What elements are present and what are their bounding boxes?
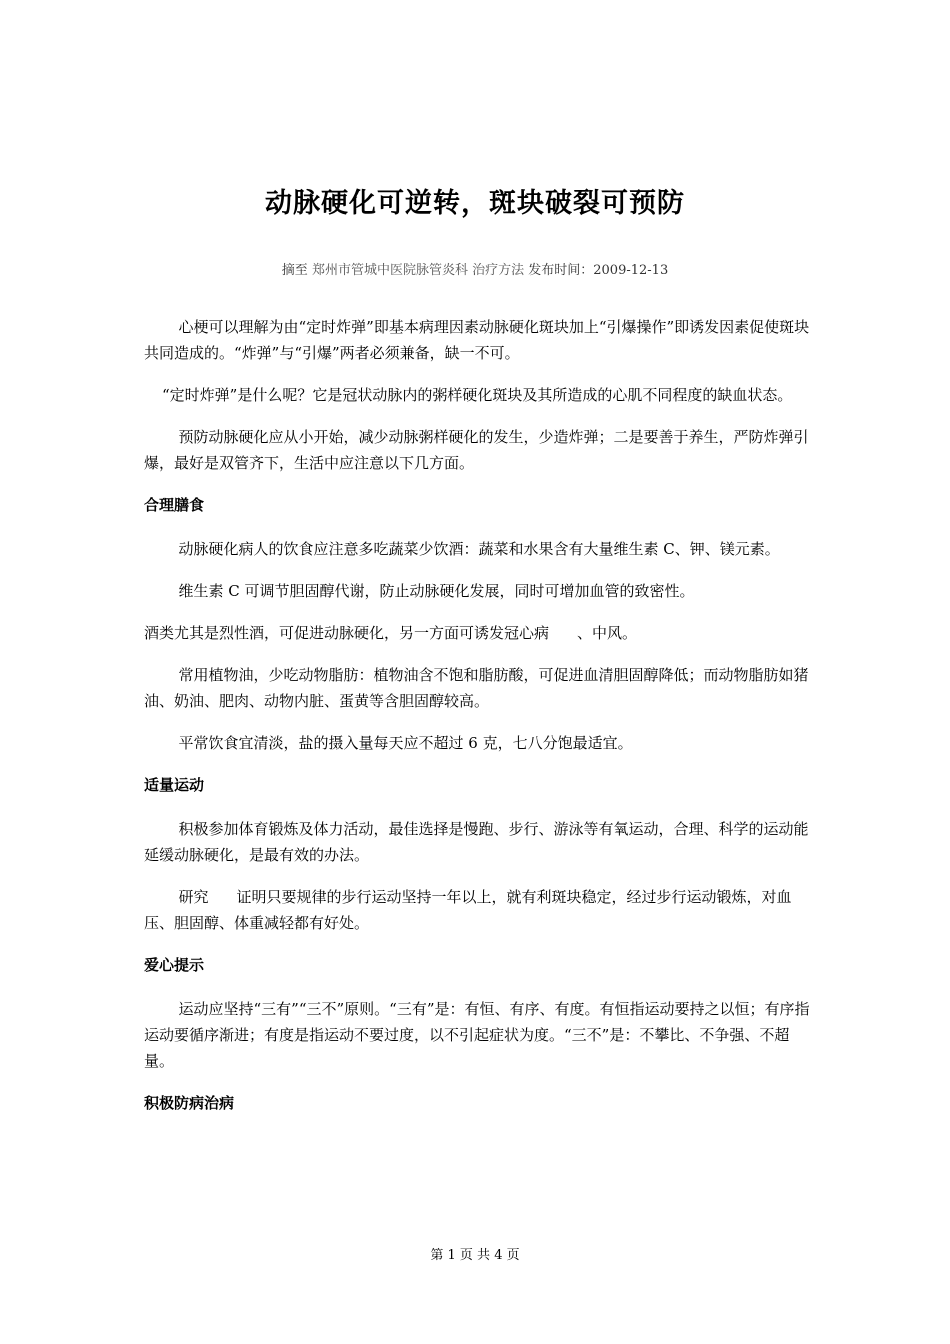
meta-source-link[interactable]: 郑州市管城中医院脉管炎科: [311, 263, 468, 278]
diet-paragraph-3: [144, 620, 810, 646]
meta-prefix: 摘至: [281, 263, 308, 278]
meta-date: 2009-12-13: [593, 263, 669, 278]
diet-paragraph-5: 平常饮食宜清淡，盐的摄入量每天应不超过 6 克，七八分饱最适宜。: [178, 734, 633, 752]
meta-method-link[interactable]: 治疗方法: [472, 263, 525, 278]
meta-date-label: 发布时间：: [528, 263, 594, 278]
exercise-paragraph-2: [144, 884, 810, 936]
article-body: [144, 314, 810, 1134]
diet-paragraph-1: 动脉硬化病人的饮食应注意多吃蔬菜少饮酒：蔬菜和水果含有大量维生素 C、钾、镁元素。: [178, 540, 780, 558]
section-heading-diet: 合理膳食: [144, 496, 205, 514]
exercise-paragraph-1: 积极参加体育锻炼及体力活动，最佳选择是慢跑、步行、游泳等有氧运动，合理、科学的运动能延缓动脉硬化，是最有效的办法。: [144, 820, 809, 864]
section-heading-prevention: 积极防病治病: [144, 1094, 235, 1112]
intro-paragraph-2: “定时炸弹”是什么呢？它是冠状动脉内的粥样硬化斑块及其所造成的心肌不同程度的缺血状态。: [162, 386, 793, 404]
diet-paragraph-3-part-a: 酒类尤其是烈性酒，可促进动脉硬化，另一方面可诱发冠心病: [144, 624, 550, 642]
page-title: 动脉硬化可逆转，斑块破裂可预防: [265, 188, 685, 219]
exercise-paragraph-2-part-b: 证明只要规律的步行运动坚持一年以上，就有利斑块稳定，经过步行运动锻炼，对血压、胆固醇、体重减轻都有好处。: [144, 888, 792, 932]
diet-paragraph-3-part-b: 、中风。: [577, 624, 638, 642]
diet-paragraph-2: 维生素 C 可调节胆固醇代谢，防止动脉硬化发展，同时可增加血管的致密性。: [178, 582, 695, 600]
intro-paragraph-1: 心梗可以理解为由“定时炸弹”即基本病理因素动脉硬化斑块加上“引爆操作”即诱发因素促使斑块共同造成的。“炸弹”与“引爆”两者必须兼备，缺一不可。: [144, 318, 810, 362]
exercise-paragraph-2-part-a: 研究: [178, 888, 209, 906]
tips-paragraph-1: 运动应坚持“三有”“三不”原则。“三有”是：有恒、有序、有度。有恒指运动要持之以恒；有序指运动要循序渐进；有度是指运动不要过度，以不引起症状为度。“三不”是：不攀比、不争强、不超量。: [144, 1000, 810, 1070]
section-heading-exercise: 适量运动: [144, 776, 205, 794]
intro-paragraph-3: 预防动脉硬化应从小开始，减少动脉粥样硬化的发生，少造炸弹；二是要善于养生，严防炸弹引爆，最好是双管齐下，生活中应注意以下几方面。: [144, 428, 809, 472]
page-footer: 第 1 页 共 4 页: [430, 1248, 520, 1263]
article-meta: [0, 261, 950, 281]
diet-paragraph-4: 常用植物油，少吃动物脂肪：植物油含不饱和脂肪酸，可促进血清胆固醇降低；而动物脂肪如猪油、奶油、肥肉、动物内脏、蛋黄等含胆固醇较高。: [144, 666, 809, 710]
section-heading-tips: 爱心提示: [144, 956, 205, 974]
